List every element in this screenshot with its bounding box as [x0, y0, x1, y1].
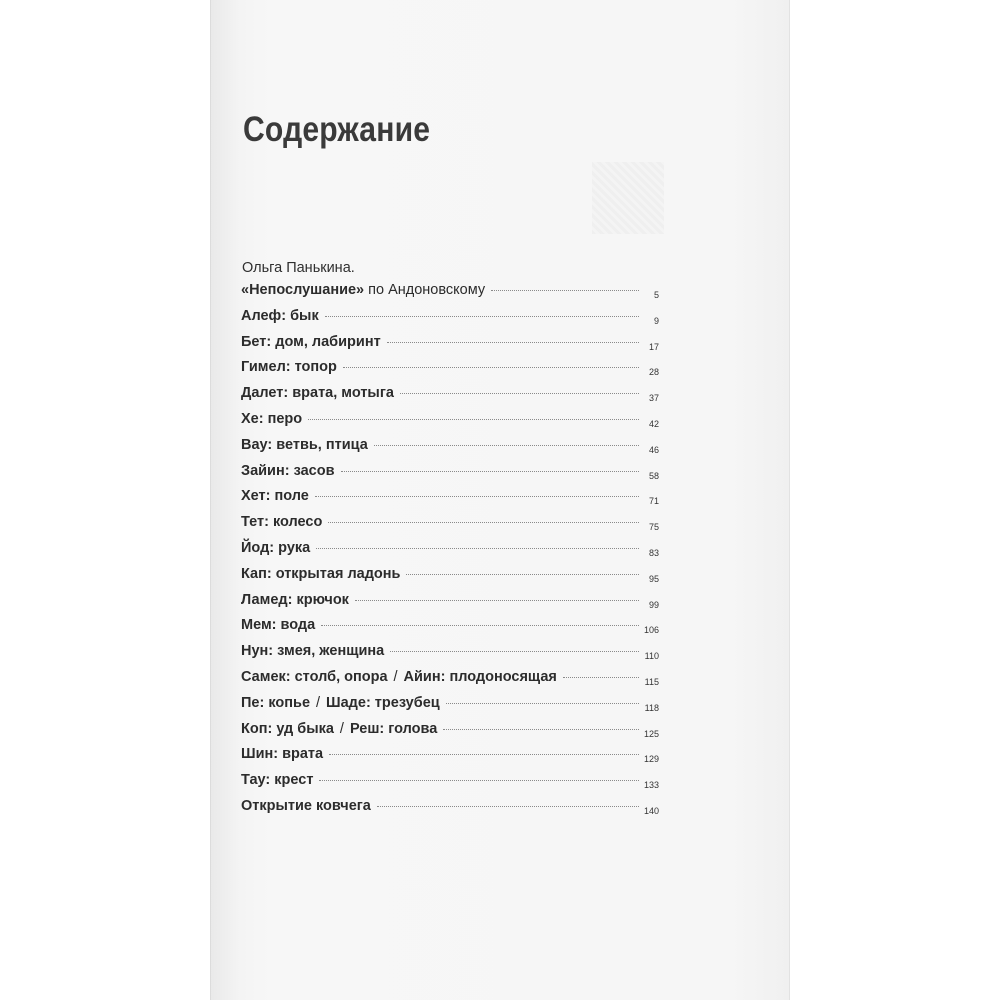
title-part: Тет: колесо: [241, 514, 323, 531]
toc-entry: [241, 794, 659, 820]
toc-entry-title: [241, 742, 323, 768]
toc-page-number: 133: [643, 780, 659, 791]
toc-page-number: 75: [648, 522, 659, 533]
title-part: Далет: врата, мотыга: [241, 385, 394, 402]
toc-entry: [241, 381, 659, 407]
toc-entry: [241, 459, 659, 485]
title-part: Хе: перо: [241, 410, 303, 427]
toc-entry-title: [241, 484, 309, 510]
toc-entry-title: [241, 510, 322, 536]
toc-entry-title: [241, 639, 384, 665]
dot-leader: [341, 471, 639, 472]
toc-entry-title: [241, 768, 313, 794]
title-part: Пе: копье: [241, 694, 311, 711]
title-part: Кап: открытая ладонь: [241, 565, 401, 582]
dot-leader: [329, 754, 639, 755]
dot-leader: [374, 445, 639, 446]
toc-entry: [241, 304, 659, 330]
toc-page-number: 71: [648, 496, 659, 507]
toc-entry-title: [241, 665, 557, 691]
title-part: Шаде: трезубец: [326, 694, 440, 711]
title-part: Айин: плодоносящая: [403, 668, 557, 685]
dot-leader: [390, 651, 639, 652]
dot-leader: [400, 393, 639, 394]
title-part: Алеф: бык: [241, 307, 319, 324]
dot-leader: [328, 522, 639, 523]
title-separator: /: [316, 694, 321, 711]
toc-entry-title: [241, 794, 371, 820]
toc-entry-title: [241, 588, 349, 614]
dot-leader: [319, 780, 639, 781]
toc-page-number: 95: [648, 573, 659, 584]
book-page: [210, 0, 790, 1000]
toc-page-number: 83: [648, 547, 659, 558]
toc-page-number: 129: [643, 754, 659, 765]
page-heading: Содержание: [243, 110, 431, 149]
dot-leader: [325, 316, 639, 317]
title-part: Шин: врата: [241, 746, 324, 763]
toc-entry-title: [241, 304, 319, 330]
title-part: Тау: крест: [241, 772, 314, 789]
title-part: Нун: змея, женщина: [241, 643, 385, 660]
dot-leader: [377, 806, 639, 807]
toc-entry: [241, 536, 659, 562]
toc-page-number: 99: [648, 599, 659, 610]
toc-entry-title: [241, 278, 485, 304]
title-part: Гимел: топор: [241, 359, 337, 376]
toc-entry: [241, 433, 659, 459]
toc-entry-title: [241, 562, 400, 588]
toc-entry: [241, 639, 659, 665]
toc-entry-title: [241, 717, 437, 743]
toc-entry-title: [241, 407, 302, 433]
dot-leader: [387, 342, 639, 343]
toc-entry-title: [241, 330, 381, 356]
dot-leader: [406, 574, 639, 575]
dot-leader: [491, 290, 639, 291]
table-of-contents: [241, 278, 659, 820]
toc-entry: [241, 355, 659, 381]
toc-entry-title: [241, 613, 315, 639]
toc-page-number: 115: [644, 676, 659, 687]
dot-leader: [343, 367, 639, 368]
toc-page-number: 125: [643, 728, 659, 739]
toc-entry-title: [241, 355, 337, 381]
author-name: Ольга Панькина.: [242, 260, 355, 276]
show-through-texture: [592, 162, 664, 234]
title-part: Коп: уд быка: [241, 720, 334, 737]
toc-entry: [241, 407, 659, 433]
title-part: Открытие ковчега: [241, 797, 371, 814]
dot-leader: [315, 496, 639, 497]
toc-entry-title: [241, 691, 440, 717]
dot-leader: [355, 600, 639, 601]
toc-page-number: 140: [643, 805, 659, 816]
toc-entry: [241, 484, 659, 510]
dot-leader: [321, 625, 639, 626]
title-part: «Непослушание»: [241, 282, 365, 298]
toc-page-number: 118: [644, 702, 659, 713]
toc-page-number: 37: [648, 393, 659, 404]
toc-entry: [241, 768, 659, 794]
title-part: Ламед: крючок: [241, 591, 349, 608]
dot-leader: [446, 703, 639, 704]
toc-page-number: 5: [653, 290, 659, 300]
toc-page-number: 42: [648, 418, 659, 429]
toc-entry: [241, 278, 659, 304]
title-part: по Андоновскому: [364, 282, 486, 298]
title-separator: /: [339, 720, 344, 737]
toc-entry: [241, 613, 659, 639]
toc-page-number: 28: [648, 367, 659, 378]
toc-entry: [241, 717, 659, 743]
toc-entry: [241, 588, 659, 614]
title-part: Вау: ветвь, птица: [241, 436, 368, 453]
title-part: Самек: столб, опора: [241, 668, 388, 685]
toc-entry-title: [241, 433, 368, 459]
dot-leader: [563, 677, 639, 678]
dot-leader: [308, 419, 639, 420]
title-part: Бет: дом, лабиринт: [241, 333, 381, 350]
toc-page-number: 9: [653, 315, 659, 326]
title-part: Мем: вода: [241, 617, 316, 634]
toc-entry: [241, 330, 659, 356]
title-part: Йод: рука: [241, 539, 311, 556]
toc-entry: [241, 510, 659, 536]
toc-entry-title: [241, 381, 394, 407]
title-part: Зайин: засов: [241, 462, 335, 479]
toc-entry: [241, 742, 659, 768]
toc-entry: [241, 691, 659, 717]
toc-page-number: 106: [643, 625, 659, 636]
title-part: Реш: голова: [349, 720, 438, 737]
dot-leader: [316, 548, 639, 549]
toc-page-number: 46: [648, 444, 659, 455]
title-separator: /: [393, 668, 398, 685]
toc-entry: [241, 665, 659, 691]
toc-page-number: 17: [648, 341, 659, 352]
title-part: Хет: поле: [241, 488, 309, 505]
toc-entry: [241, 562, 659, 588]
toc-entry-title: [241, 459, 335, 485]
dot-leader: [443, 729, 639, 730]
toc-page-number: 110: [644, 651, 659, 662]
toc-entry-title: [241, 536, 310, 562]
toc-page-number: 58: [648, 470, 659, 481]
